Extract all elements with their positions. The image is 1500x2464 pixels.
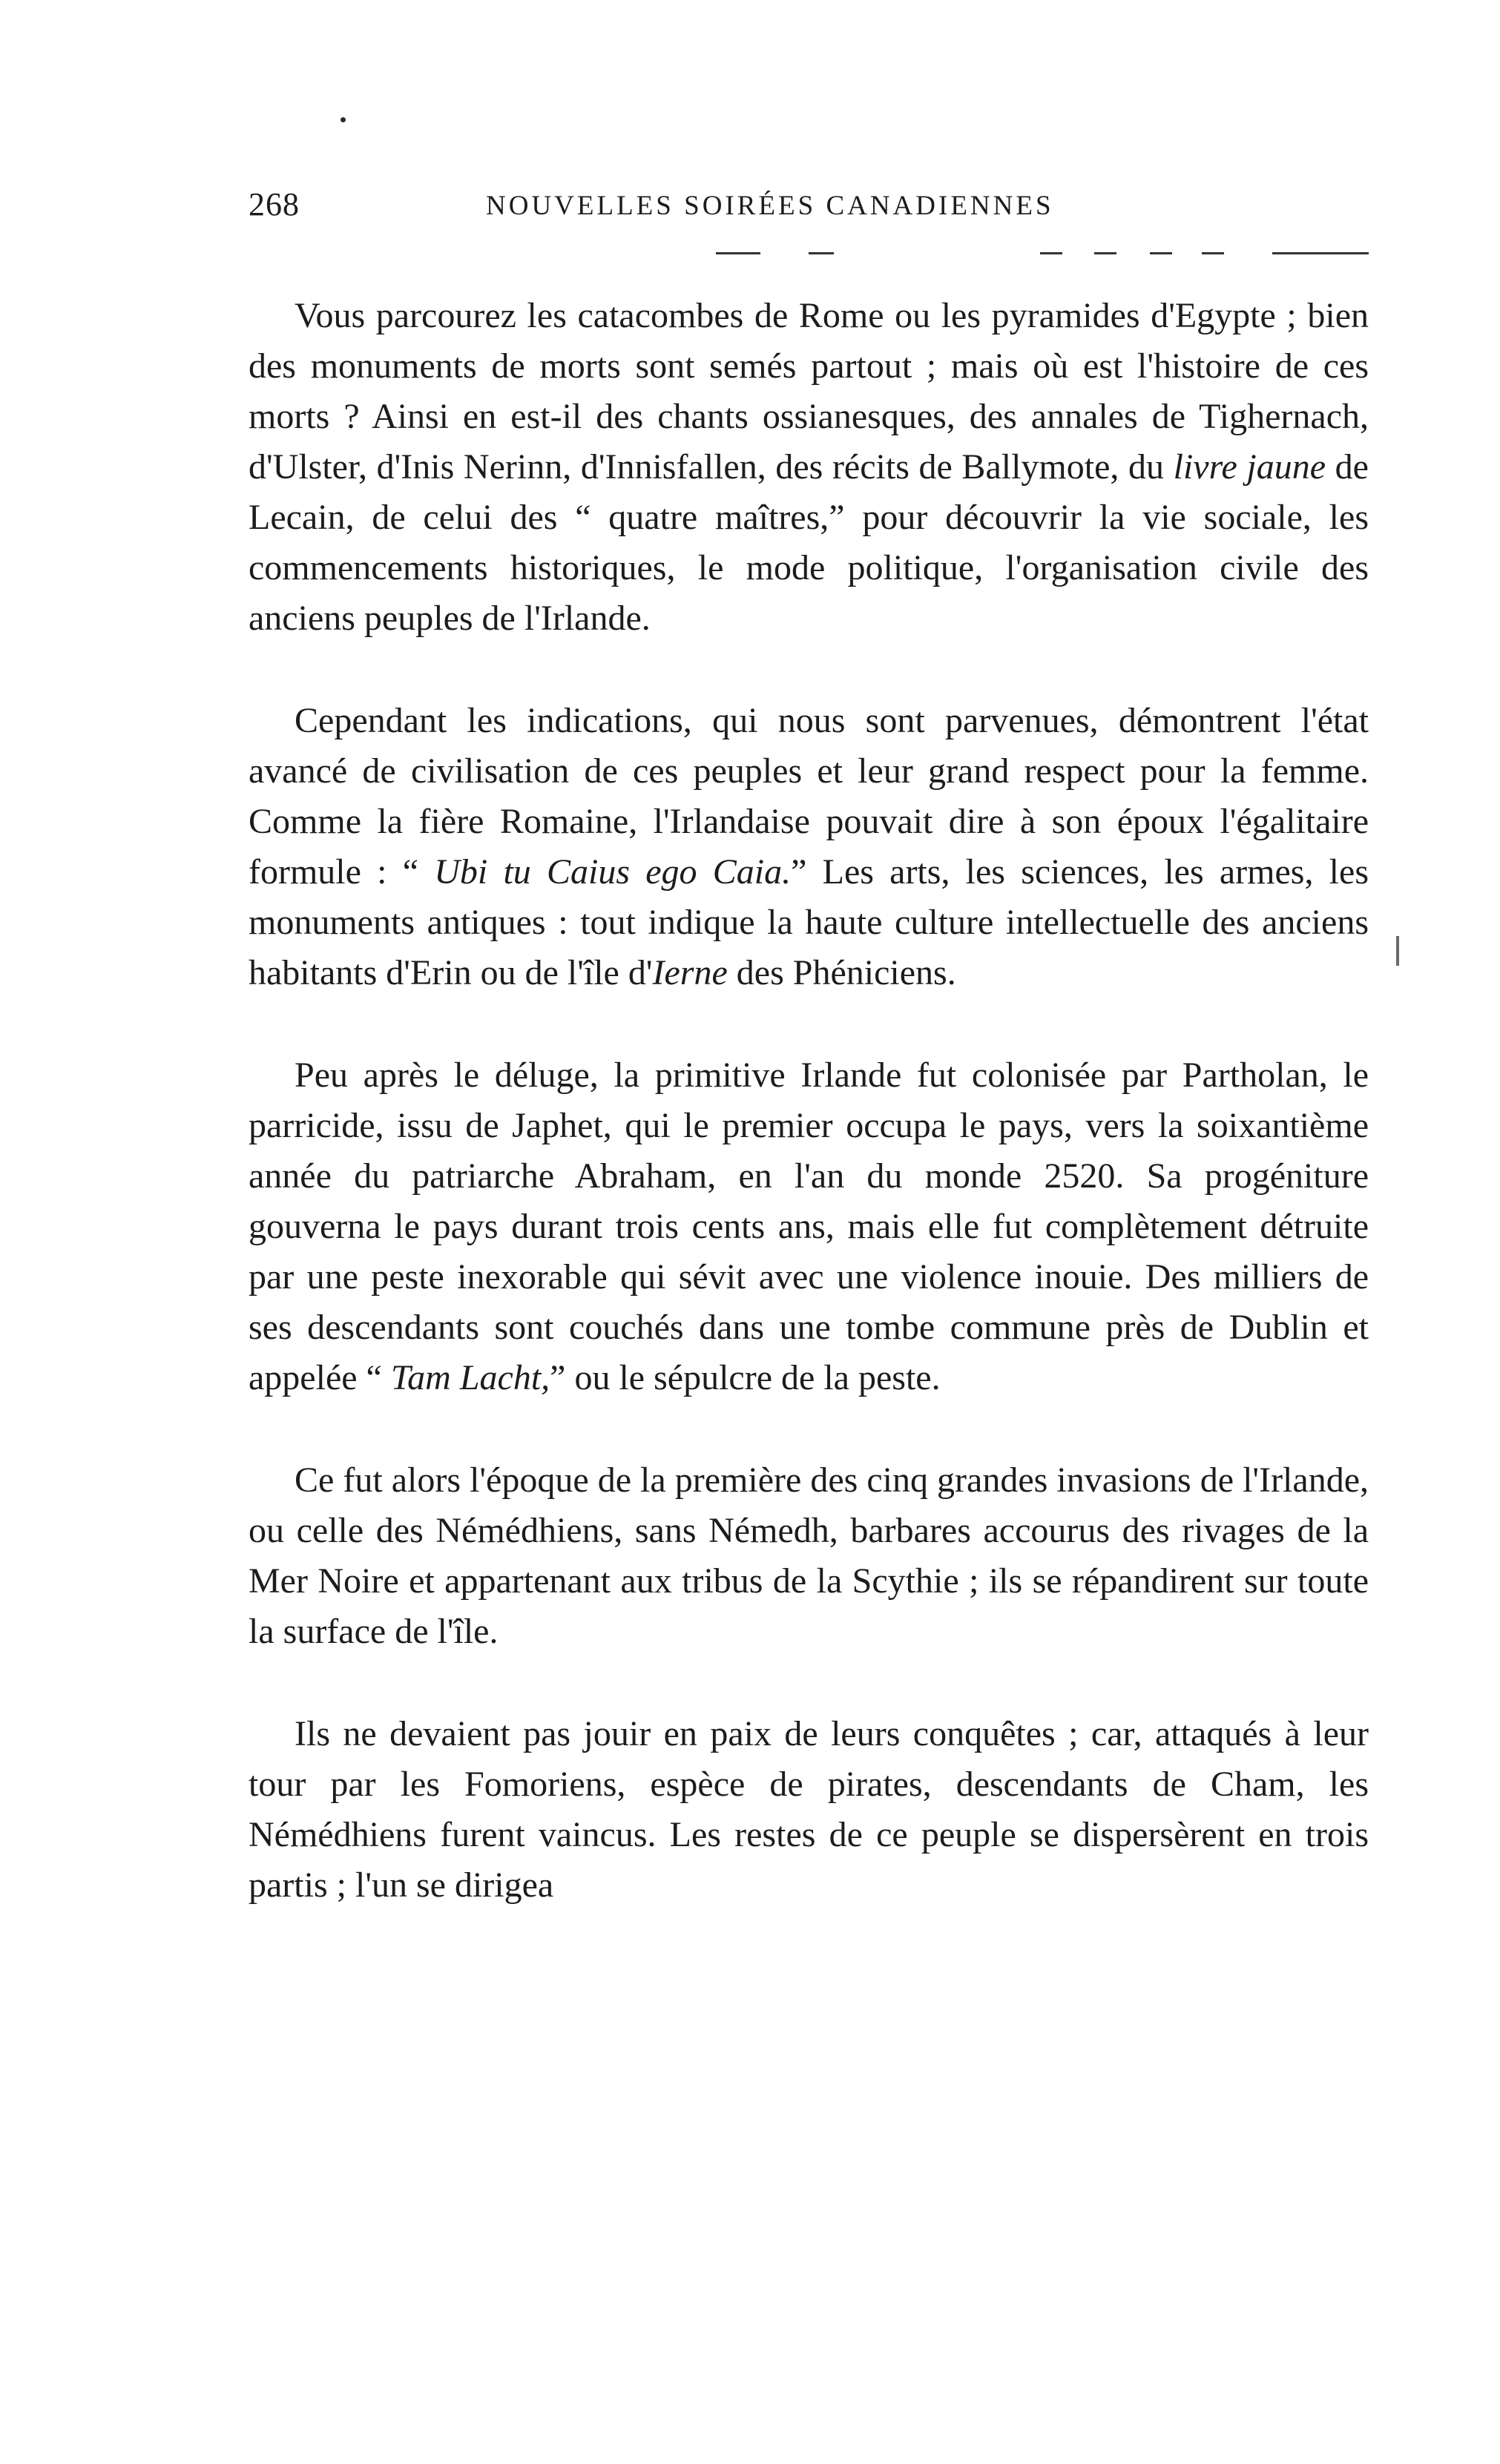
page-header xyxy=(249,185,1369,230)
paragraph-3-text-1: Peu après le déluge, la primitive Irlande fut colonisée par Partholan, le parricide, issu de Japhet, qui le premier occupa le pays, vers la soixantième année du patriarche Abraham, en l'an du monde 2520. Sa progéniture gouverna le pays durant trois cents ans, mais elle fut complètement détruite par une peste inexorable qui sévit avec une violence inouie. Des milliers de ses descendants sont couchés dans une tombe commune près de Dublin et appelée “ xyxy=(249,1055,1369,1397)
header-rule xyxy=(809,252,834,254)
paragraph-3-text-2: ” ou le sépulcre de la peste. xyxy=(550,1358,941,1397)
paragraph-2-text-3: des Phéniciens. xyxy=(727,953,956,992)
italic-tam-lacht: Tam Lacht, xyxy=(390,1358,550,1397)
italic-livre-jaune: livre jaune xyxy=(1173,447,1326,487)
paragraph-1-text-1: Vous parcourez les catacombes de Rome ou les pyramides d'Egypte ; bien des monuments de morts sont semés partout ; mais où est l'histoire de ces morts ? Ainsi en est-il des chants ossianesques, des annales de Tighernach, d'Ulster, d'Inis Nerinn, d'Innisfallen, des récits de Ballymote, du xyxy=(249,296,1369,487)
header-rule xyxy=(1202,252,1224,254)
paragraph-2-text-2: ” Les arts, les sciences, les armes, les monuments antiques : tout indique la haute culture intellectuelle des anciens habitants d'Erin ou de l'île d' xyxy=(249,852,1369,992)
paragraph-5 xyxy=(249,1709,1369,1911)
paragraph-5-text-1: Ils ne devaient pas jouir en paix de leurs conquêtes ; car, attaqués à leur tour par les Fomoriens, espèce de pirates, descendants de Cham, les Némédhiens furent vaincus. Les restes de ce peuple se dispersèrent en trois partis ; l'un se dirigea xyxy=(249,1714,1369,1905)
paragraph-1 xyxy=(249,291,1369,644)
paragraph-4 xyxy=(249,1455,1369,1657)
page-number: 268 xyxy=(249,186,300,223)
ink-dot xyxy=(341,117,346,122)
italic-ubi-tu-caius: Ubi tu Caius ego Caia. xyxy=(434,852,792,892)
body-text xyxy=(249,291,1369,1911)
paragraph-2 xyxy=(249,696,1369,998)
header-rule xyxy=(1094,252,1116,254)
header-rule xyxy=(716,252,760,254)
header-rule xyxy=(1272,252,1369,254)
running-title: NOUVELLES SOIRÉES CANADIENNES xyxy=(486,191,1054,221)
margin-mark xyxy=(1396,936,1399,966)
paragraph-2-text-1: Cependant les indications, qui nous sont parvenues, démontrent l'état avancé de civilisation de ces peuples et leur grand respect pour la femme. Comme la fière Romaine, l'Irlandaise pouvait dire à son époux l'égalitaire formule : “ xyxy=(249,701,1369,892)
header-rule xyxy=(1150,252,1172,254)
paragraph-4-text-1: Ce fut alors l'époque de la première des cinq grandes invasions de l'Irlande, ou celle des Némédhiens, sans Némedh, barbares accourus des rivages de la Mer Noire et appartenant aux tribus de la Scythie ; ils se répandirent sur toute la surface de l'île. xyxy=(249,1460,1369,1651)
header-rule xyxy=(1040,252,1062,254)
italic-ierne: Ierne xyxy=(652,953,728,992)
paragraph-1-text-2: de Lecain, de celui des “ quatre maîtres,” pour découvrir la vie sociale, les commencements historiques, le mode politique, l'organisation civile des anciens peuples de l'Irlande. xyxy=(249,447,1369,638)
paragraph-3 xyxy=(249,1050,1369,1403)
